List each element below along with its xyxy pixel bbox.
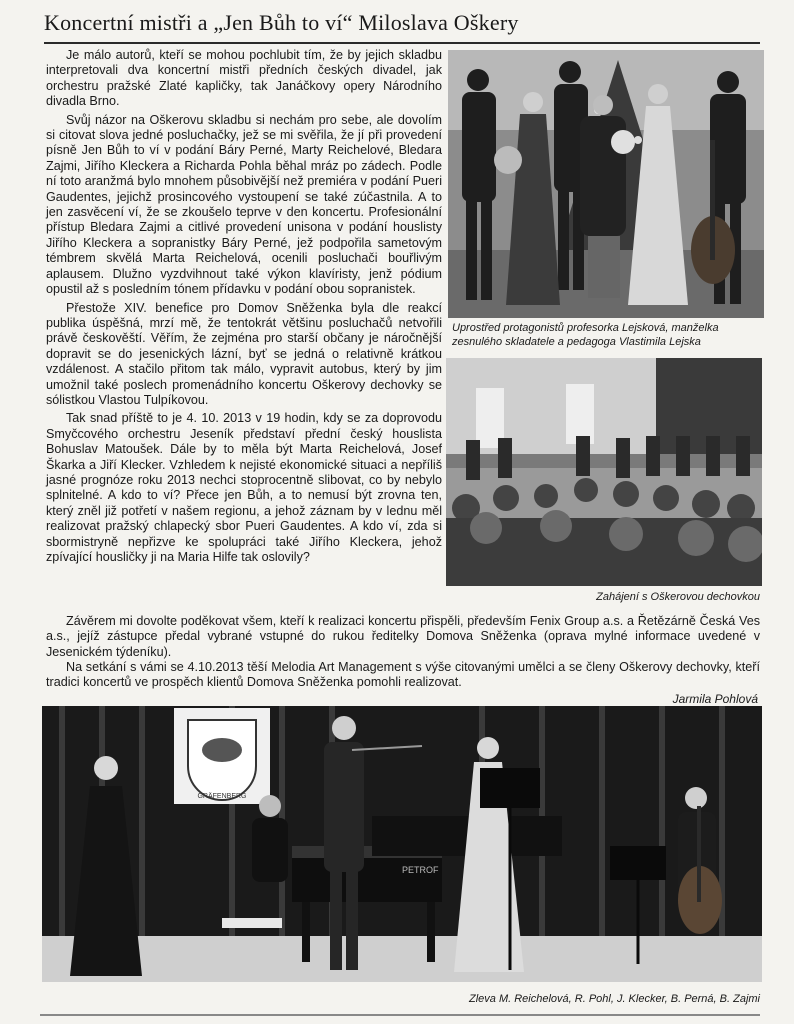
- caption-photo-3: Zleva M. Reichelová, R. Pohl, J. Klecker, B. Perná, B. Zajmi: [469, 993, 760, 1005]
- photo-concert-hall: [446, 358, 762, 586]
- piano-brand: PETROF: [402, 865, 439, 875]
- invitation-paragraph: [46, 660, 760, 691]
- paragraph-6: Na setkání s vámi se 4.10.2013 těší Melodia Art Management s výše citovanými umělci a se členy Oškerovy dechovky, kteří tradici koncertů ve prospěch klientů Domova Sněženka pomohli realizovat.: [46, 660, 760, 690]
- left-text-column: [46, 48, 442, 568]
- closing-paragraph: [46, 614, 760, 660]
- photo-group-christmas-tree: [448, 50, 764, 318]
- photo-performers-stage: [42, 706, 762, 982]
- caption-photo-2: Zahájení s Oškerovou dechovkou: [596, 591, 760, 603]
- article-headline: Koncertní mistři a „Jen Bůh to ví“ Miloslava Oškery: [44, 10, 519, 35]
- bottom-rule: [40, 1014, 760, 1016]
- headline-rule: [44, 42, 760, 44]
- paragraph-3: Přestože XIV. benefice pro Domov Sněženka byla dle reakcí publika úspěšná, mrzí mě, že tentokrát většinu posluchačů netvořili právě českověští. Věřím, že zejména pro starší občany je náročnější dopravit se do jesenických lázní, byť se jedná o relativně krátkou vzdálenost. A stačilo přitom tak málo, vypravit autobus, který by jim umožnil také poslech promenádního koncertu Oškerovy dechovky se sólistkou Vlastou Tulpíkovou.: [46, 300, 442, 407]
- caption-photo-1: Uprostřed protagonistů profesorka Lejsková, manželka zesnulého skladatele a pedagoga Vlastimila Lejska: [452, 322, 719, 348]
- paragraph-1: Je málo autorů, kteří se mohou pochlubit tím, že by jejich skladbu interpretovali dva koncertní mistři předních českých divadel, jak orchestru pražské Zlaté kapličky, tak Janáčkovy opery Národního divadla Brno.: [46, 48, 442, 109]
- emblem-label: GRÄFENBERG: [197, 793, 247, 800]
- article-author: Jarmila Pohlová: [672, 692, 758, 706]
- paragraph-5: Závěrem mi dovolte poděkovat všem, kteří k realizaci koncertu přispěli, především Fenix Group a.s. a Řetězárně Česká Ves a.s., jejíž zástupce předal vybrané vstupné do rukou ředitelky Domova Sněženka (oprava mylné informace uvedené v Jesenickém týdeníku).: [46, 614, 760, 659]
- paragraph-2: Svůj názor na Oškerovu skladbu si nechám pro sebe, ale dovolím si citovat slova jedné posluchačky, jež se mi svěřila, že jí při provedení písně Jen Bůh to ví v podání Báry Perné, Marty Reichelové, Bledara Zajmi, Jiřího Kleckera a Richarda Pohla běhal mráz po zádech. Podle ní toto aranžmá bylo mnohem působivější než premiéra v podání Pueri Gaudentes, jejichž prosincového vystoupení se také zúčastnila. A to jen zasvěcení ví, že se zkoušelo teprve v den koncertu. Profesionální přístup Bledara Zajmi a citlivé provedení unisona v podání houslisty Jiřího Kleckera a sopranistky Báry Perné, jež podpořila sametovým témbrem skvělá Marta Reichelová, ocenili posluchači bouřlivým aplausem. Dlužno vyzdvihnout také výkon klavíristy, jenž pódium opustil až s posledním tónem přídavku v podání obou sopranistek.: [46, 112, 442, 297]
- paragraph-4: Tak snad příště to je 4. 10. 2013 v 19 hodin, kdy se za doprovodu Smyčcového orchestru Jeseník představí přední český houslista Bohuslav Matoušek. Dále by to měla být Marta Reichelová, Josef Škarka a Jiří Klecker. Vzhledem k nejisté ekonomické situaci a nepříliš jasné prognóze roku 2013 nechci stoprocentně slibovat, co by nebylo splnitelné. A kdo to ví? Přece jen Bůh, a to nemusí být zrovna ten, který zněl již potřetí v našem regionu, a jehož záznam by v lednu měl realizovat pražský chlapecký sbor Pueri Gaudentes. A kdo ví, zda si sbormistryně nepřizve ke spolupráci také Jiřího Kleckera, jehož zpívající housličky ji na Maria Hilfe tak oslovily?: [46, 411, 442, 564]
